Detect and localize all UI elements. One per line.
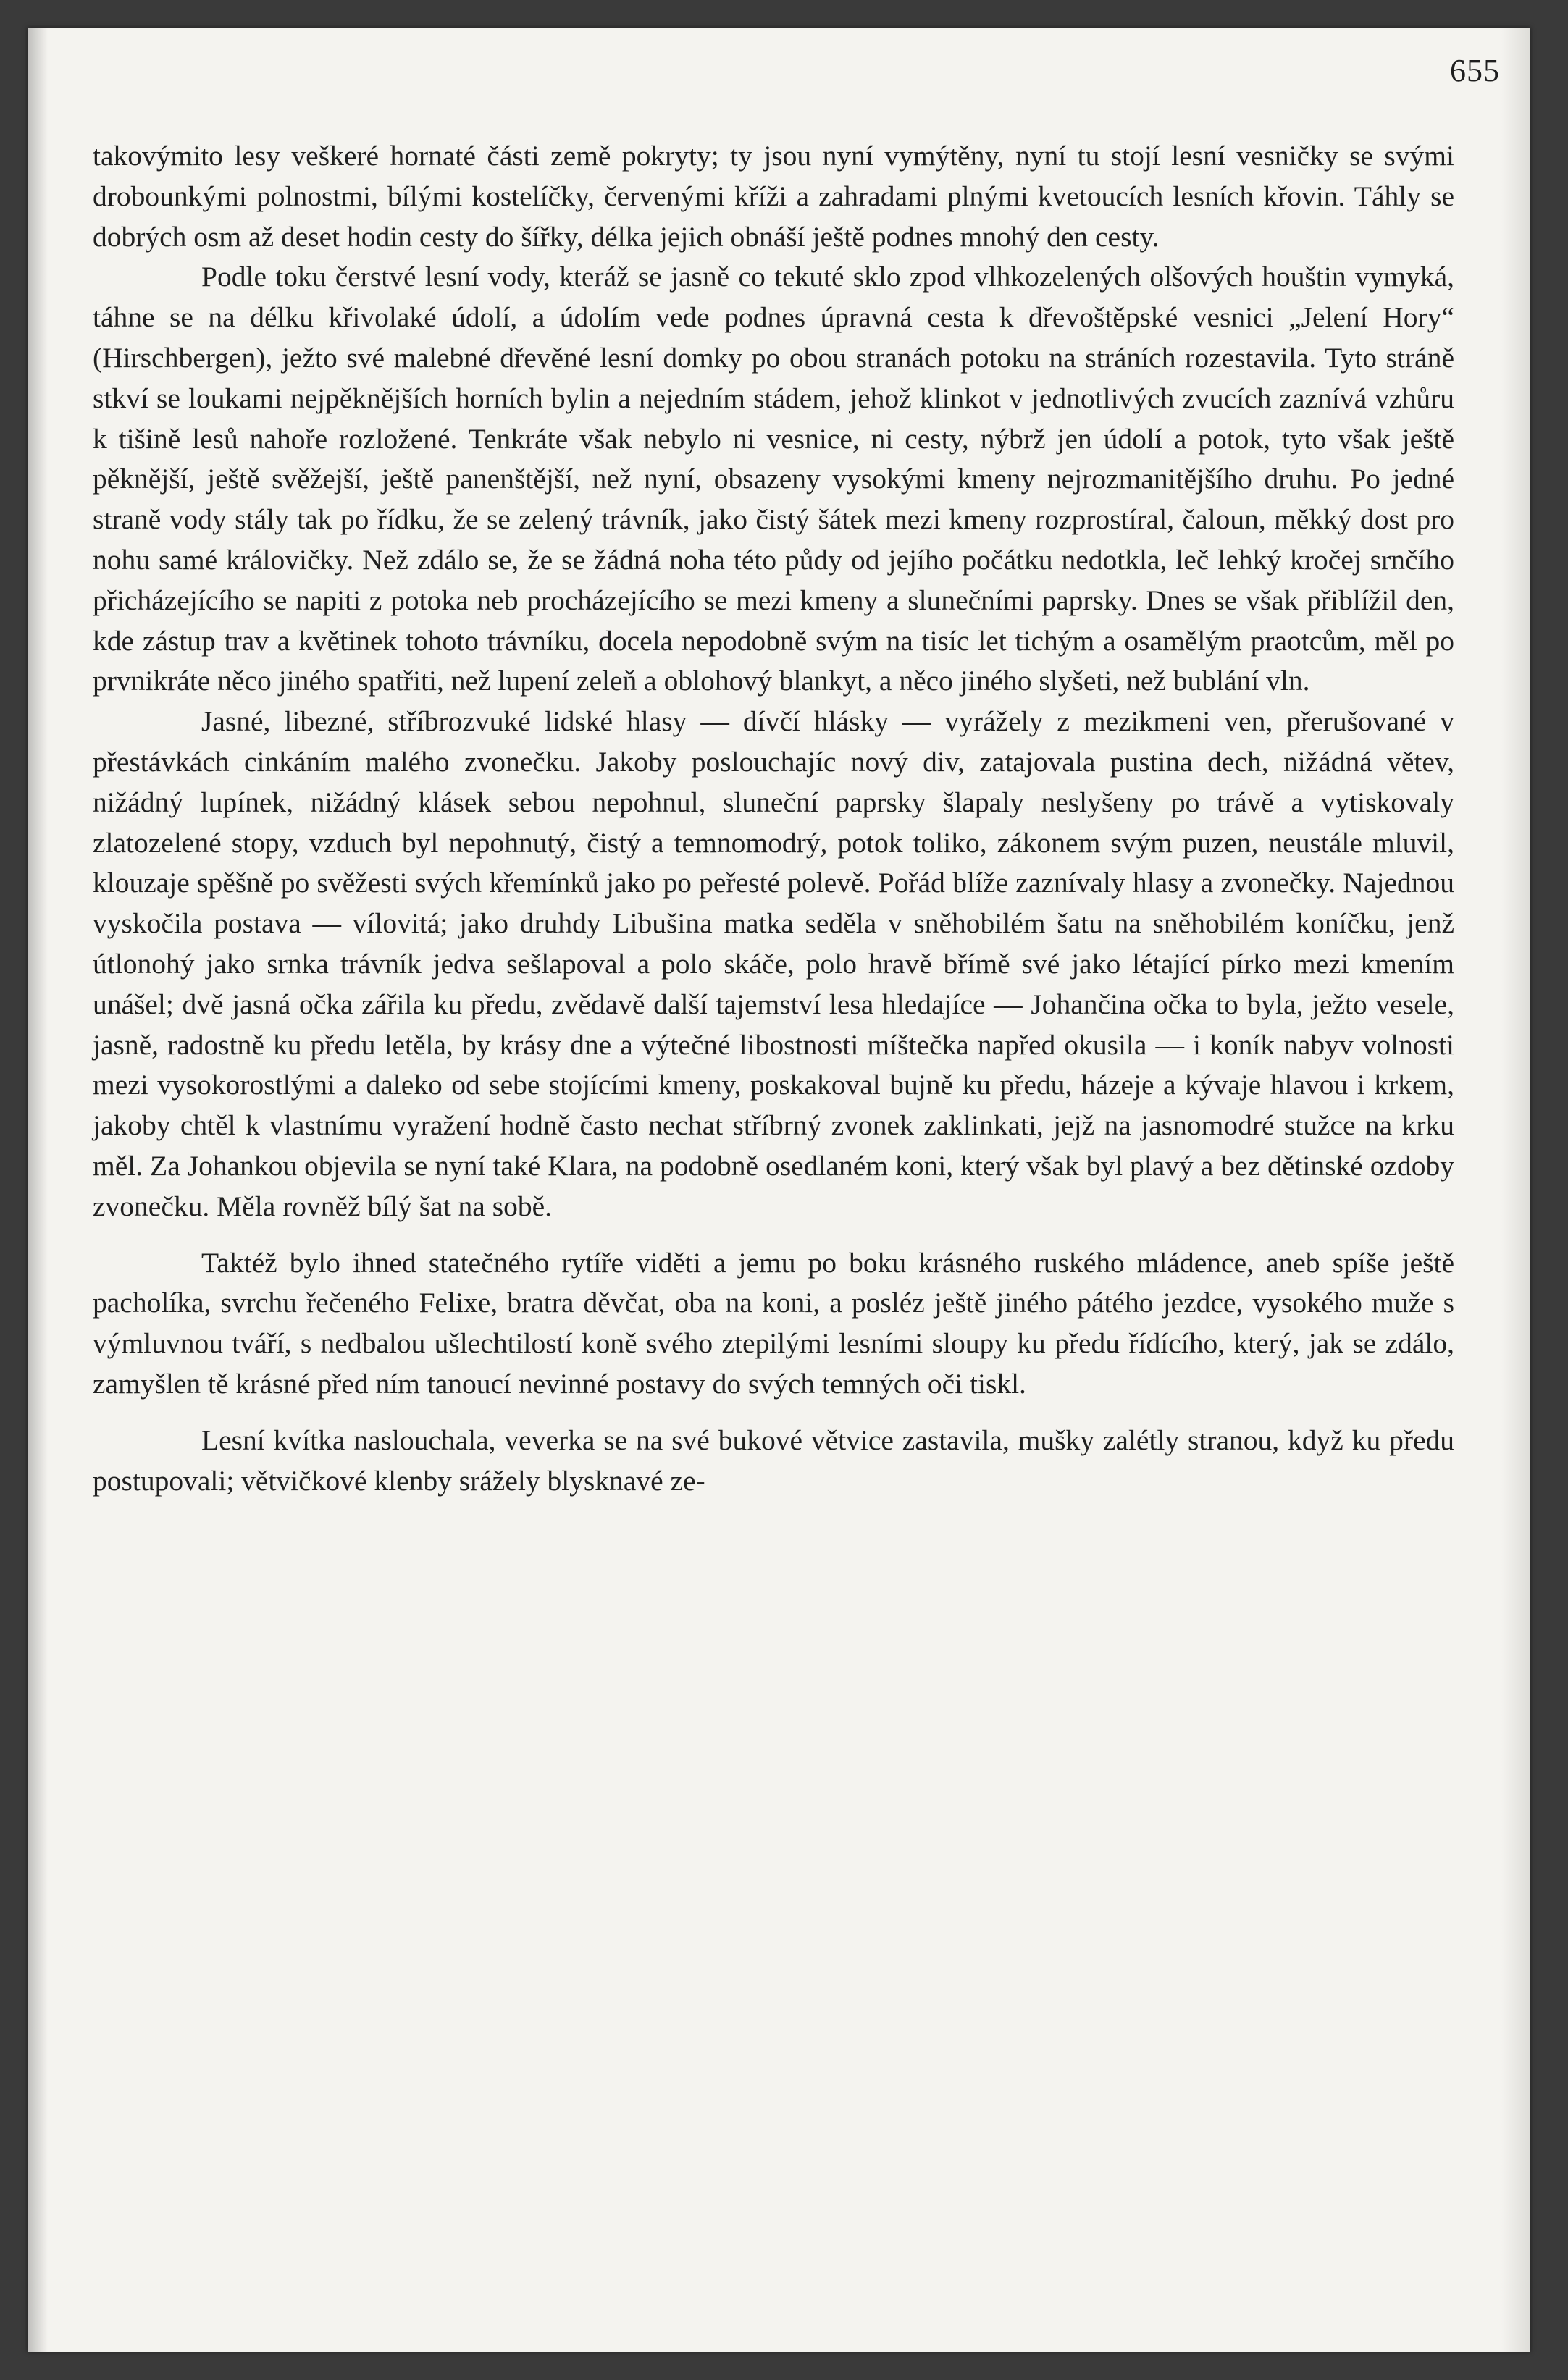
body-text <box>93 136 1454 1501</box>
paragraph-3: Jasné, libezné, stříbrozvuké lidské hlasy — dívčí hlásky — vyrážely z mezikmeni ven, přerušované v přestávkách cinkáním malého zvonečku. Jakoby poslouchajíc nový div, zatajovala pustina dech, nižádná větev, nižádný lupínek, nižádný klásek sebou nepohnul, sluneční paprsky šlapaly neslyšeny po trávě a vytiskovaly zlatozelené stopy, vzduch byl nepohnutý, čistý a temnomodrý, potok toliko, zákonem svým puzen, neustále mluvil, klouzaje spěšně po svěžesti svých křemínků jako po peřesté polevě. Pořád blíže zaznívaly hlasy a zvonečky. Najednou vyskočila postava — vílovitá; jako druhdy Libušina matka seděla v sněhobilém šatu na sněhobilém koníčku, jenž útlonohý jako srnka trávník jedva sešlapoval a polo skáče, polo hravě břímě své jako létající pírko mezi kmením unášel; dvě jasná očka zářila ku předu, zvědavě další tajemství lesa hledajíce — Johančina očka to byla, ježto vesele, jasně, radostně ku předu letěla, by krásy dne a výtečné libostnosti míštečka napřed okusila — i koník nabyv volnosti mezi vysokorostlými a daleko od sebe stojícími kmeny, poskakoval bujně ku předu, házeje a kývaje hlavou i krkem, jakoby chtěl k vlastnímu vyražení hodně často nechat stříbrný zvonek zaklinkati, jejž na jasnomodré stužce na krku měl. Za Johankou objevila se nyní také Klara, na podobně osedlaném koni, který však byl plavý a bez dětinské ozdoby zvonečku. Měla rovněž bílý šat na sobě. <box>93 705 1454 1222</box>
gutter-shadow <box>28 28 48 2352</box>
paragraph-4: Taktéž bylo ihned statečného rytíře viděti a jemu po boku krásného ruského mládence, aneb spíše ještě pacholíka, svrchu řečeného Felixe, bratra děvčat, oba na koni, a posléz ještě jiného pátého jezdce, vysokého muže s výmluvnou tváří, s nedbalou ušlechtilostí koně svého ztepilými lesními sloupy ku předu řídícího, který, jak se zdálo, zamyšlen tě krásné před ním tanoucí nevinné postavy do svých temných oči tiskl. <box>93 1246 1454 1400</box>
paragraph-1: takovýmito lesy veškeré hornaté části země pokryty; ty jsou nyní vymýtěny, nyní tu stojí lesní vesničky se svými drobounkými polnostmi, bílými kostelíčky, červenými kříži a zahradami plnými kvetoucích lesních křovin. Táhly se dobrých osm až deset hodin cesty do šířky, délka jejich obnáší ještě podnes mnohý den cesty. <box>93 140 1454 253</box>
paragraph-2: Podle toku čerstvé lesní vody, kteráž se jasně co tekuté sklo zpod vlhkozelených olšových houštin vymyká, táhne se na délku křivolaké údolí, a údolím vede podnes úpravná cesta k dřevoštěpské vesnici „Jelení Hory“ (Hirschbergen), ježto své malebné dřevěné lesní domky po obou stranách potoku na stráních rozestavila. Tyto stráně stkví se loukami nejpěknějších horních bylin a nejedním stádem, jehož klinkot v jednotlivých zvucích zaznívá vzhůru k tišině lesů nahoře rozložené. Tenkráte však nebylo ni vesnice, ni cesty, nýbrž jen údolí a potok, tyto však ještě pěknější, ještě svěžejší, ještě panenštější, než nyní, obsazeny vysokými kmeny nejrozmanitějšího druhu. Po jedné straně vody stály tak po řídku, že se zelený trávník, jako čistý šátek mezi kmeny rozprostíral, čaloun, měkký dost pro nohu samé královičky. Než zdálo se, že se žádná noha této půdy od jejího počátku nedotkla, leč lehký kročej srnčího přicházejícího se napiti z potoka neb procházejícího se mezi kmeny a slunečními paprsky. Dnes se však přiblížil den, kde zástup trav a květinek tohoto trávníku, docela nepodobně svým na tisíc let tichým a osamělým praotcům, měl po prvnikráte něco jiného spatřiti, než lupení zeleň a oblohový blankyt, a něco jiného slyšeti, než bublání vln. <box>93 261 1454 697</box>
paragraph-5: Lesní kvítka naslouchala, veverka se na své bukové větvice zastavila, mušky zalétly stranou, když ku předu postupovali; větvičkové klenby srážely blysknavé ze- <box>93 1424 1454 1497</box>
page-number: 655 <box>1450 53 1500 88</box>
edge-bleed <box>1501 28 1530 2352</box>
book-page <box>28 28 1530 2352</box>
